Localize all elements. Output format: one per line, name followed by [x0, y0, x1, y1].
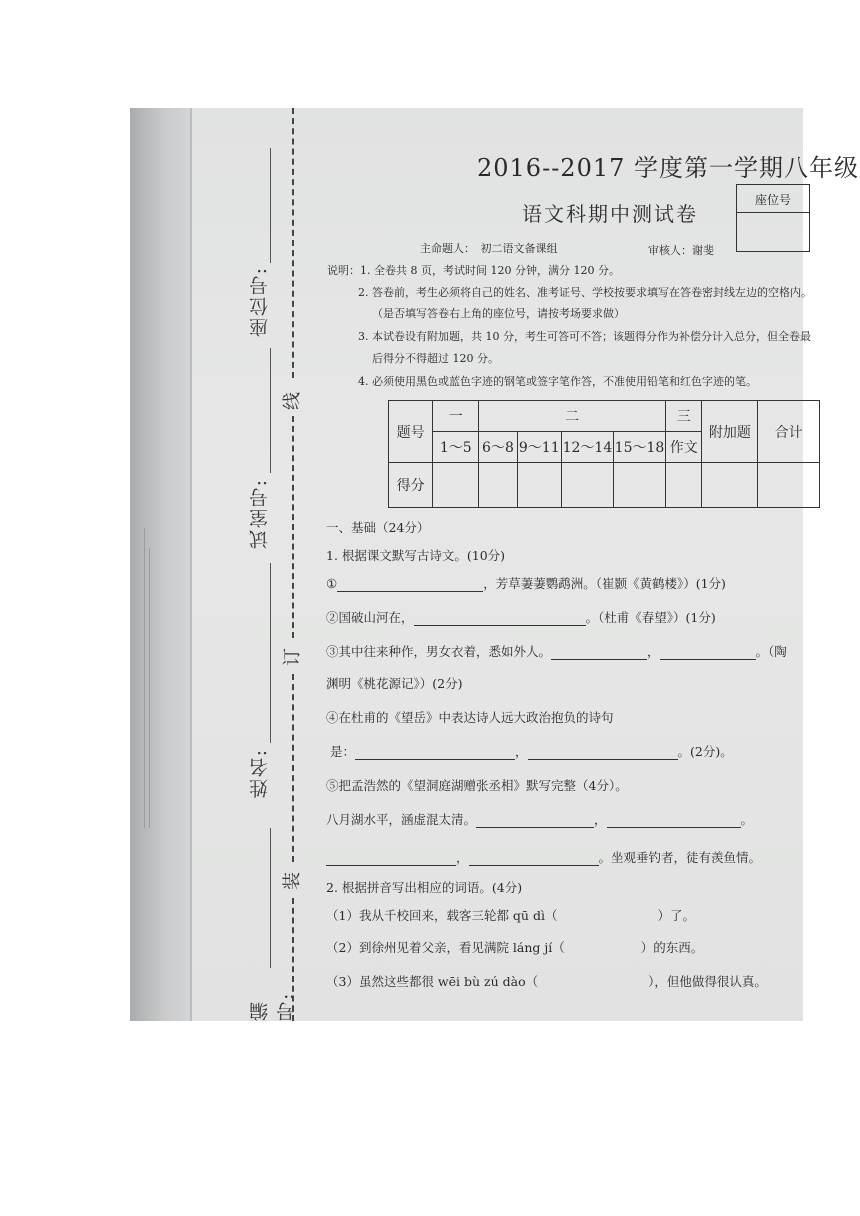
score-table-header-part3: 三 [666, 401, 702, 432]
instruction-2-note: （是否填写答卷右上角的座位号，请按考场要求做） [372, 307, 625, 320]
question-2: 2. 根据拼音写出相应的词语。(4分) [326, 880, 523, 895]
instruction-3: 3. 本试卷设有附加题，共 10 分，考生可答可不答；该题得分作为补偿分计入总分，但全卷最 [358, 330, 811, 343]
score-cell [758, 463, 820, 508]
instruction-1: 说明：1. 全卷共 8 页，考试时间 120 分钟，满分 120 分。 [327, 264, 620, 277]
paper-stack-edge [130, 108, 190, 1021]
answer-blank[interactable] [660, 659, 756, 660]
answer-blank[interactable] [469, 865, 599, 866]
answer-blank[interactable] [528, 759, 678, 760]
score-table-header-item: 题号 [389, 401, 433, 463]
question-1-3: ③其中往来种作，男女衣着，悉如外人。 ， 。（陶 [326, 644, 787, 659]
seat-number-label: 座位号: [249, 266, 271, 338]
question-1: 1. 根据课文默写古诗文。(10分) [326, 548, 506, 563]
score-cell [702, 463, 758, 508]
score-table-sub-3: 9～11 [517, 432, 561, 463]
seat-number-box-label: 座位号 [754, 193, 791, 207]
answer-blank[interactable] [414, 625, 586, 626]
answer-blank[interactable] [337, 591, 483, 592]
question-1-5-line1: 八月湖水平，涵虚混太清。 ， 。 [326, 812, 754, 827]
question-1-5-line2: ， 。坐观垂钓者，徒有羡鱼情。 [326, 848, 761, 866]
question-2-2: （2）到徐州见着父亲，看见满院 láng jí（ ）的东西。 [326, 940, 704, 955]
question-2-3: （3）虽然这些都很 wēi bù zú dào（ ），但他做得很认真。 [326, 974, 767, 989]
score-cell [433, 463, 479, 508]
scanned-photo [130, 108, 860, 1021]
answer-blank[interactable] [355, 759, 515, 760]
room-number-label: 试室号: [249, 478, 271, 550]
score-table-header-bonus: 附加题 [702, 401, 758, 463]
question-1-1: ① ，芳草萋萋鹦鹉洲。（崔颢《黄鹤楼》）(1分) [326, 576, 726, 591]
score-table-score-label: 得分 [389, 463, 433, 508]
question-1-3-cont: 渊明《桃花源记》）(2分) [326, 676, 463, 691]
exam-title-line2: 语文科期中测试卷 [522, 202, 698, 226]
answer-blank[interactable] [476, 827, 594, 828]
score-table-sub-5: 15～18 [613, 432, 665, 463]
question-1-4-answer: 是： ， 。(2分)。 [330, 744, 733, 759]
instruction-2: 2. 答卷前，考生必须将自己的姓名、准考证号、学校按要求填写在答卷密封线左边的空格内。 [358, 286, 812, 299]
score-table [388, 400, 820, 508]
reviewer-text: 审核人：谢斐 [648, 244, 714, 257]
score-table-header-total: 合计 [758, 401, 820, 463]
seal-line-word: 线 [282, 392, 303, 410]
instruction-3-cont: 后得分不得超过 120 分。 [372, 352, 499, 365]
score-cell [613, 463, 665, 508]
score-cell [561, 463, 613, 508]
score-table-sub-1: 1～5 [433, 432, 479, 463]
section1-heading: 一、基础（24分） [326, 520, 430, 535]
question-1-4: ④在杜甫的《望岳》中表达诗人远大政治抱负的诗句 [326, 710, 614, 725]
id-number-label: 编号: [249, 991, 298, 1021]
score-table-header-part2: 二 [479, 401, 666, 432]
answer-blank[interactable] [551, 659, 647, 660]
instruction-4: 4. 必须使用黑色或蓝色字迹的钢笔或签字笔作答，不准使用铅笔和红色字迹的笔。 [358, 375, 757, 388]
answer-blank[interactable] [607, 827, 741, 828]
score-table-header-part1: 一 [433, 401, 479, 432]
question-1-2: ②国破山河在， 。（杜甫《春望》）(1分) [326, 610, 716, 625]
score-table-sub-4: 12～14 [561, 432, 613, 463]
question-2-1: （1）我从千校回来，载客三轮都 qū dì（ ）了。 [326, 908, 695, 923]
answer-blank[interactable] [326, 865, 456, 866]
setter-text: 主命题人： 初二语文备课组 [420, 242, 558, 255]
question-1-5: ⑤把孟浩然的《望洞庭湖赠张丞相》默写完整（4分）。 [326, 778, 628, 793]
exam-paper [192, 108, 860, 1021]
exam-title-line1: 2016--2017 学度第一学期八年级 [477, 154, 860, 182]
seat-number-box [736, 184, 810, 252]
score-table-sub-6: 作文 [666, 432, 702, 463]
name-label: 姓名: [249, 748, 271, 799]
score-cell [517, 463, 561, 508]
seal-order-word: 订 [282, 648, 303, 666]
score-table-sub-2: 6～8 [479, 432, 517, 463]
score-cell [479, 463, 517, 508]
score-cell [666, 463, 702, 508]
seal-bind-word: 装 [282, 872, 303, 890]
